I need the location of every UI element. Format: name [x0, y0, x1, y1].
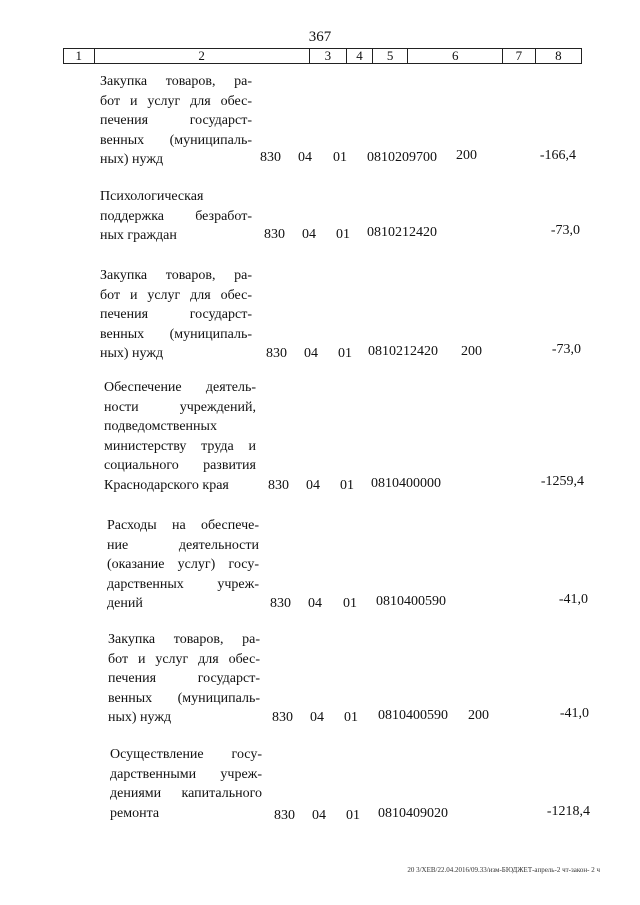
description-line: венных (муниципаль-: [100, 132, 252, 148]
description-line: Обеспечение деятель-: [104, 380, 256, 395]
code-target-article: 0810400590: [376, 594, 446, 609]
description-line: ных) нужд: [100, 346, 164, 361]
description-line: ных граждан: [100, 228, 177, 243]
code-target-article: 0810212420: [368, 344, 438, 359]
code-target-article: 0810400000: [371, 476, 441, 491]
description-line: поддержка безработ-: [100, 208, 252, 224]
code-subsection: 01: [343, 596, 357, 611]
code-ministry: 830: [268, 478, 289, 493]
column-header-6: 6: [407, 49, 502, 63]
description-line: ных) нужд: [100, 152, 164, 167]
description-line: ных) нужд: [108, 710, 172, 725]
code-subsection: 01: [336, 227, 350, 242]
column-header-5: 5: [372, 49, 408, 63]
description-line: дарственными учреж-: [110, 766, 262, 782]
amount: -41,0: [559, 706, 589, 721]
description-line: печения государст-: [108, 671, 260, 686]
description-line: Закупка товаров, ра-: [100, 268, 252, 283]
column-header-3: 3: [309, 49, 347, 63]
code-subsection: 01: [338, 346, 352, 361]
description-line: министерству труда и: [104, 438, 256, 454]
code-target-article: 0810209700: [367, 150, 437, 165]
amount: -1218,4: [546, 804, 590, 819]
description-line: Закупка товаров, ра-: [100, 74, 252, 89]
code-expense-type: 200: [468, 708, 489, 723]
code-ministry: 830: [266, 346, 287, 361]
description-line: Расходы на обеспече-: [107, 518, 259, 533]
page-number: 367: [308, 29, 332, 45]
description-line: Осуществление госу-: [110, 747, 262, 762]
row-description: [110, 745, 262, 823]
description-line: бот и услуг для обес-: [108, 651, 260, 667]
code-ministry: 830: [264, 227, 285, 242]
description-line: дениями капитального: [110, 786, 262, 801]
row-description: [107, 516, 259, 614]
description-line: Краснодарского края: [104, 477, 229, 493]
code-target-article: 0810212420: [367, 225, 437, 240]
code-section: 04: [298, 150, 312, 165]
row-description: [100, 187, 252, 246]
code-expense-type: 200: [456, 148, 477, 163]
description-line: печения государст-: [100, 113, 252, 128]
code-section: 04: [312, 808, 326, 823]
code-section: 04: [302, 227, 316, 242]
code-subsection: 01: [346, 808, 360, 823]
amount: -166,4: [539, 148, 576, 163]
description-line: подведомственных: [104, 419, 217, 434]
code-ministry: 830: [274, 808, 295, 823]
amount: -41,0: [558, 592, 588, 607]
code-ministry: 830: [272, 710, 293, 725]
description-line: Закупка товаров, ра-: [108, 632, 260, 647]
column-header-7: 7: [502, 49, 535, 63]
description-line: дений: [107, 596, 143, 611]
footer-file-path: 20 3/ХЕВ/22.04.2016/09.33/изм-БЮДЖЕТ-апрель-2 чт-закон- 2 ч: [407, 866, 600, 874]
description-line: Психологическая: [100, 189, 204, 204]
description-line: бот и услуг для обес-: [100, 287, 252, 303]
description-line: ности учреждений,: [104, 399, 256, 415]
column-header-row: [63, 48, 582, 64]
description-line: дарственных учреж-: [107, 576, 259, 592]
description-line: ние деятельности: [107, 537, 259, 553]
description-line: печения государст-: [100, 307, 252, 322]
code-subsection: 01: [333, 150, 347, 165]
code-section: 04: [306, 478, 320, 493]
code-section: 04: [308, 596, 322, 611]
code-section: 04: [304, 346, 318, 361]
row-description: [108, 630, 260, 728]
column-header-8: 8: [535, 49, 581, 63]
code-target-article: 0810400590: [378, 708, 448, 723]
description-line: бот и услуг для обес-: [100, 93, 252, 109]
code-subsection: 01: [340, 478, 354, 493]
description-line: социального развития: [104, 458, 256, 473]
column-header-1: 1: [75, 48, 83, 63]
column-header-4: 4: [346, 49, 372, 63]
description-line: венных (муниципаль-: [108, 690, 260, 706]
column-header-2: 2: [94, 49, 309, 63]
row-description: [104, 378, 256, 495]
description-line: (оказание услуг) госу-: [107, 557, 259, 572]
amount: -73,0: [551, 342, 581, 357]
row-description: [100, 72, 252, 170]
amount: -1259,4: [540, 474, 584, 489]
code-subsection: 01: [344, 710, 358, 725]
code-ministry: 830: [260, 150, 281, 165]
amount: -73,0: [550, 223, 580, 238]
code-section: 04: [310, 710, 324, 725]
code-ministry: 830: [270, 596, 291, 611]
code-expense-type: 200: [461, 344, 482, 359]
description-line: венных (муниципаль-: [100, 326, 252, 342]
code-target-article: 0810409020: [378, 806, 448, 821]
row-description: [100, 266, 252, 364]
description-line: ремонта: [110, 805, 160, 821]
